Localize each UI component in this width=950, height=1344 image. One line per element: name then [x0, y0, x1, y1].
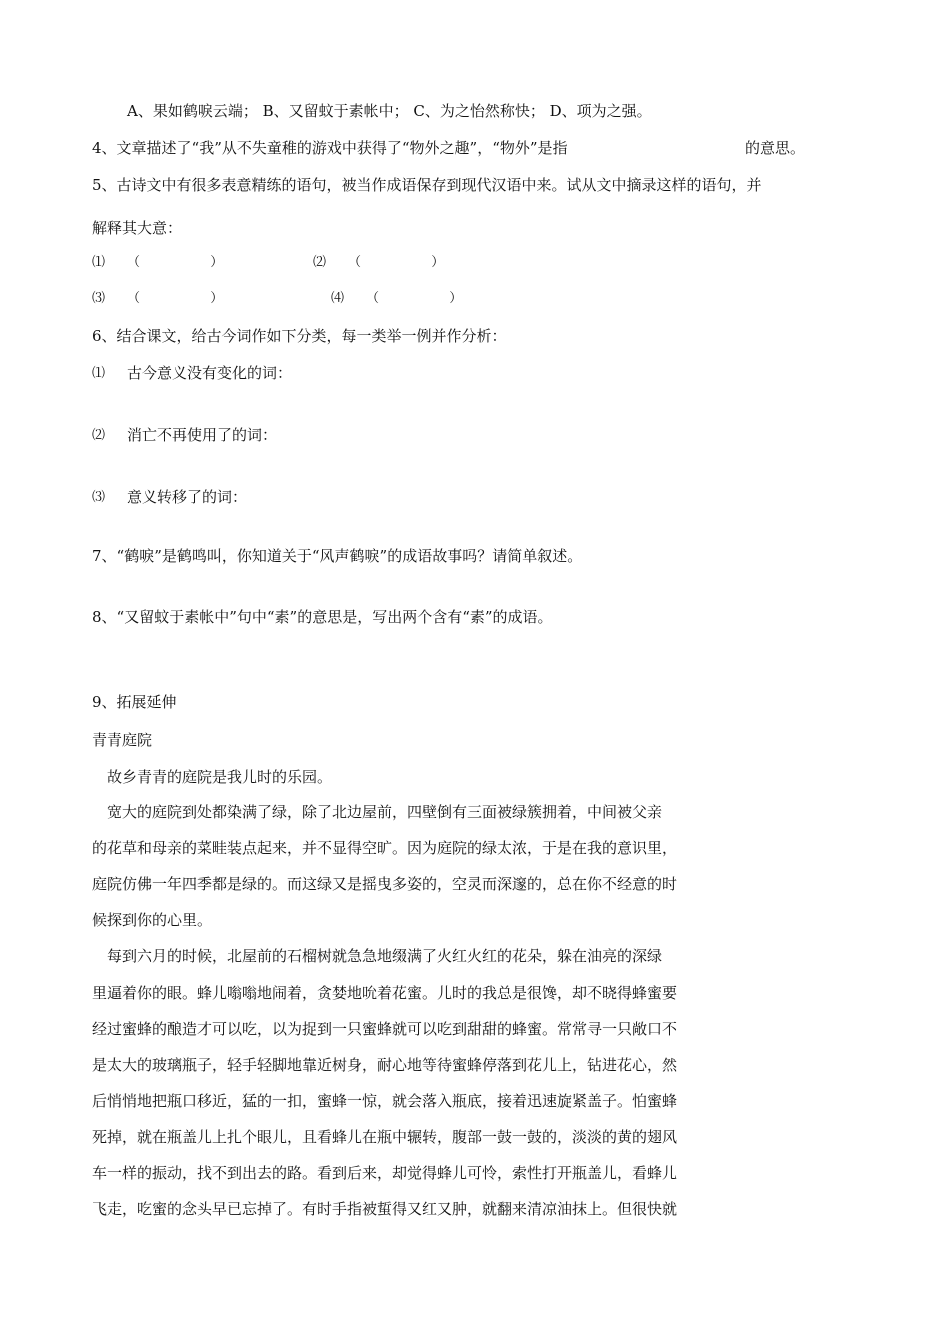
question-4: 4、文章描述了“我”从不失童稚的游戏中获得了“物外之趣”，“物外”是指 — [92, 139, 568, 157]
passage-line: 后悄悄地把瓶口移近，猛的一扣，蜜蜂一惊，就会落入瓶底，接着迅速旋紧盖子。怕蜜蜂 — [92, 1092, 678, 1110]
q5-blank-2: （ ） — [348, 255, 445, 270]
passage-line: 的花草和母亲的菜畦装点起来，并不显得空旷。因为庭院的绿太浓，于是在我的意识里， — [92, 839, 678, 857]
passage-line: 每到六月的时候，北屋前的石榴树就急急地缀满了火红火红的花朵，躲在油亮的深绿 — [107, 947, 663, 965]
q5-blank-1: （ ） — [127, 255, 224, 270]
passage-line: 候探到你的心里。 — [92, 911, 213, 929]
q5-blank-4: （ ） — [366, 291, 463, 306]
passage-title: 青青庭院 — [92, 731, 153, 749]
q6-item-2-num: ⑵ — [92, 428, 106, 443]
question-5-line-1: 5、古诗文中有很多表意精练的语句，被当作成语保存到现代汉语中来。试从文中摘录这样的语句，并 — [92, 176, 762, 194]
passage-line: 飞走，吃蜜的念头早已忘掉了。有时手指被蜇得又红又肿，就翻来清凉油抹上。但很快就 — [92, 1200, 678, 1218]
passage-line: 故乡青青的庭院是我儿时的乐园。 — [107, 768, 333, 786]
q6-item-3-num: ⑶ — [92, 490, 106, 505]
q5-blank-4-num: ⑷ — [331, 291, 345, 306]
passage-line: 经过蜜蜂的酿造才可以吃，以为捉到一只蜜蜂就可以吃到甜甜的蜂蜜。常常寻一只敞口不 — [92, 1020, 678, 1038]
passage-line: 是太大的玻璃瓶子，轻手轻脚地靠近树身，耐心地等待蜜蜂停落到花儿上，钻进花心，然 — [92, 1056, 678, 1074]
question-7: 7、“鹤唳”是鹤鸣叫，你知道关于“风声鹤唳”的成语故事吗？请简单叙述。 — [92, 547, 583, 565]
question-4-tail: 的意思。 — [745, 139, 806, 157]
q3-options: A、果如鹤唳云端； B、又留蚊于素帐中； C、为之怡然称快； D、项为之强。 — [127, 102, 652, 120]
passage-line: 里逼着你的眼。蜂儿嗡嗡地闹着，贪婪地吮着花蜜。儿时的我总是很馋，却不晓得蜂蜜要 — [92, 984, 678, 1002]
q5-blank-3: （ ） — [127, 291, 224, 306]
q5-blank-1-num: ⑴ — [92, 255, 106, 270]
passage-line: 宽大的庭院到处都染满了绿，除了北边屋前，四壁倒有三面被绿簇拥着，中间被父亲 — [107, 803, 663, 821]
q6-item-3: 意义转移了的词： — [127, 488, 248, 506]
question-6: 6、结合课文，给古今词作如下分类，每一类举一例并作分析： — [92, 327, 507, 345]
passage-line: 庭院仿佛一年四季都是绿的。而这绿又是摇曳多姿的，空灵而深邃的，总在你不经意的时 — [92, 875, 678, 893]
q6-item-2: 消亡不再使用了的词： — [127, 426, 278, 444]
question-5-line-2: 解释其大意： — [92, 219, 183, 237]
q5-blank-3-num: ⑶ — [92, 291, 106, 306]
q5-blank-2-num: ⑵ — [313, 255, 327, 270]
question-8: 8、“又留蚊于素帐中”句中“素”的意思是，写出两个含有“素”的成语。 — [92, 608, 553, 626]
question-9: 9、拓展延伸 — [92, 693, 177, 711]
passage-line: 车一样的振动，找不到出去的路。看到后来，却觉得蜂儿可怜，索性打开瓶盖儿，看蜂儿 — [92, 1164, 678, 1182]
passage-line: 死掉，就在瓶盖儿上扎个眼儿，且看蜂儿在瓶中辗转，腹部一鼓一鼓的，淡淡的黄的翅风 — [92, 1128, 678, 1146]
q6-item-1: 古今意义没有变化的词： — [127, 364, 293, 382]
q6-item-1-num: ⑴ — [92, 366, 106, 381]
